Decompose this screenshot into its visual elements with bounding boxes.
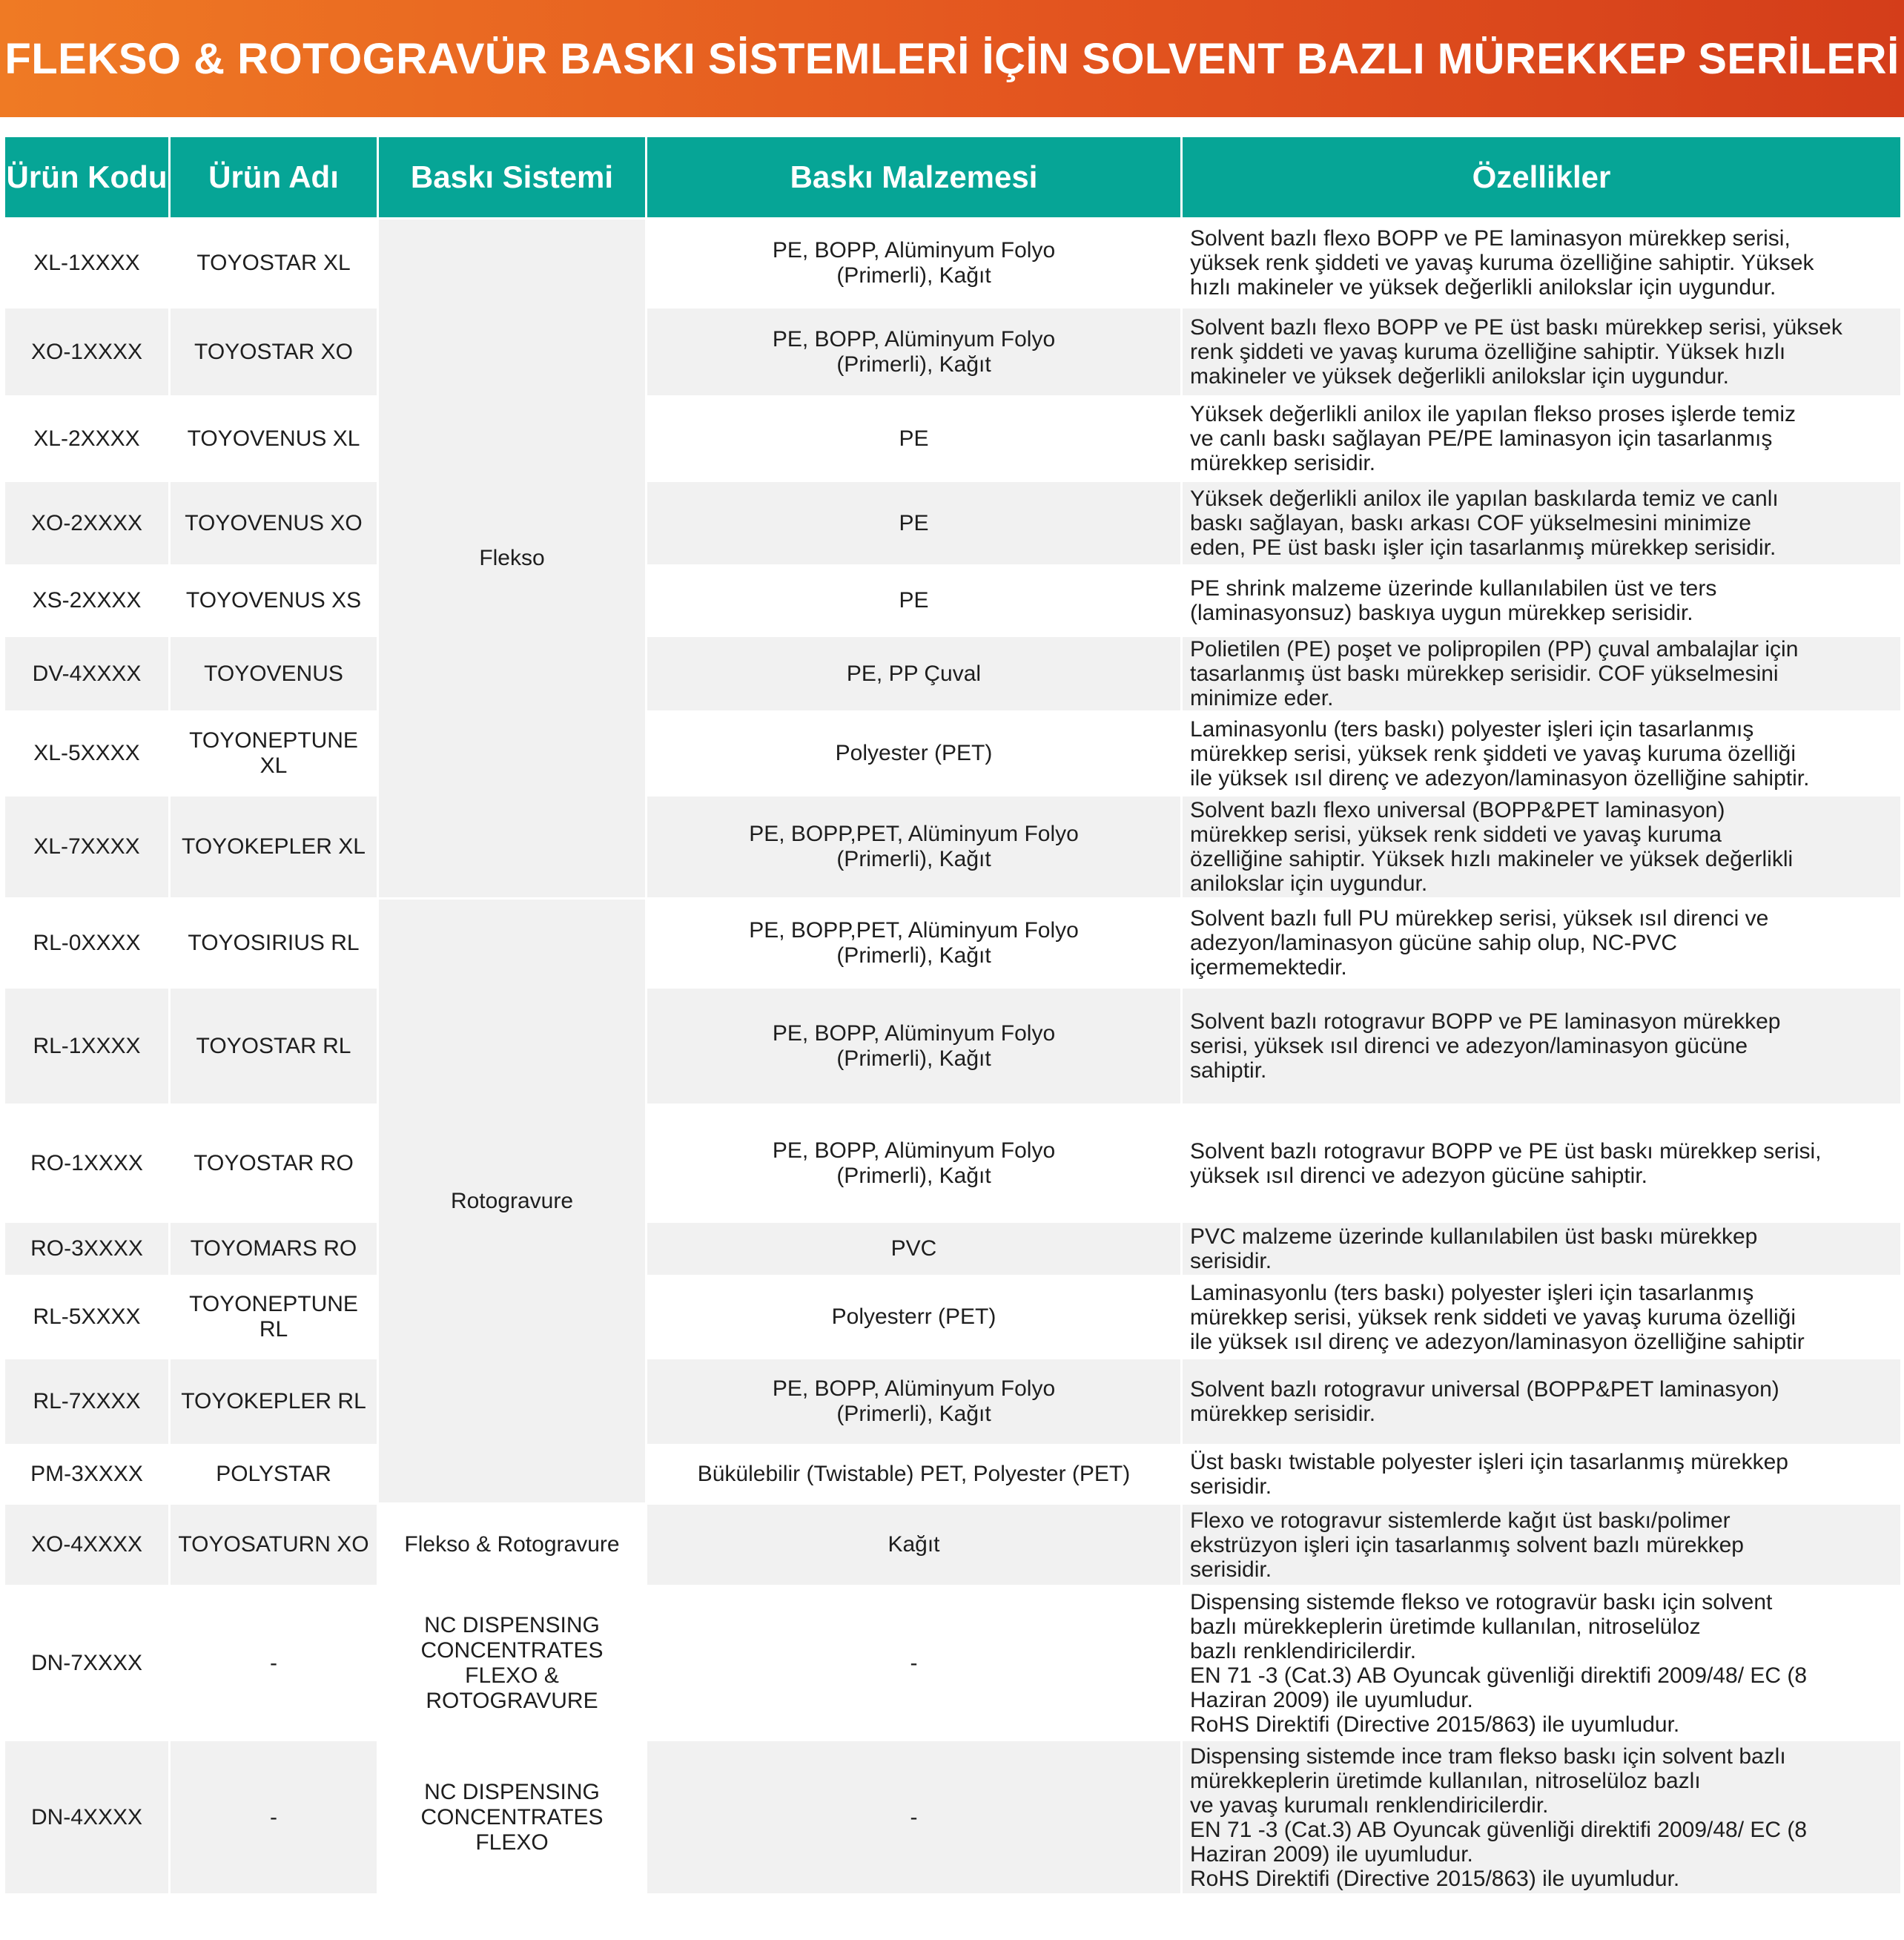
features-cell — [1183, 989, 1900, 1103]
product-name-cell: TOYOVENUS XL — [171, 397, 377, 480]
feature-line: mürekkep serisi, yüksek renk siddeti ve yavaş kuruma — [1190, 822, 1722, 847]
table-row — [5, 309, 1900, 395]
feature-line: renk şiddeti ve yavaş kuruma özelliğine sahiptir. Yüksek hızlı — [1190, 340, 1786, 364]
material-line: PVC — [890, 1236, 937, 1261]
feature-line: özelliğine sahiptir. Yüksek hızlı makineler ve yüksek değerlikli — [1190, 847, 1794, 871]
feature-line: yüksek ısıl direnci ve adezyon gücüne sahiptir. — [1190, 1163, 1648, 1188]
product-code-cell: RO-1XXXX — [5, 1106, 168, 1221]
print-material-cell — [647, 1446, 1180, 1502]
feature-line: ekstrüzyon işleri için tasarlanmış solvent bazlı mürekkep — [1190, 1532, 1744, 1557]
features-cell — [1183, 567, 1900, 635]
feature-line: EN 71 -3 (Cat.3) AB Oyuncak güvenliği direktifi 2009/48/ EC (8 — [1190, 1663, 1808, 1688]
feature-line: serisidir. — [1190, 1557, 1272, 1582]
features-cell — [1183, 1277, 1900, 1357]
header-features: Özellikler — [1183, 137, 1900, 217]
features-cell — [1183, 1106, 1900, 1221]
product-code-cell: RO-3XXXX — [5, 1223, 168, 1275]
feature-line: minimize eder. — [1190, 686, 1334, 710]
product-name-cell: TOYONEPTUNE RL — [171, 1277, 377, 1357]
product-code-cell: DV-4XXXX — [5, 637, 168, 710]
table-row — [5, 567, 1900, 635]
print-material-cell — [647, 567, 1180, 635]
material-line: Bükülebilir (Twistable) PET, Polyester (PET) — [697, 1462, 1131, 1486]
product-code-cell: PM-3XXXX — [5, 1446, 168, 1502]
product-code-cell: DN-7XXXX — [5, 1587, 168, 1739]
feature-line: baskı sağlayan, baskı arkası COF yükselmesini minimize — [1190, 511, 1751, 535]
features-cell — [1183, 1446, 1900, 1502]
feature-line: Solvent bazlı full PU mürekkep serisi, yüksek ısıl direnci ve — [1190, 906, 1769, 931]
features-cell — [1183, 713, 1900, 794]
features-cell — [1183, 1505, 1900, 1585]
header-print-material: Baskı Malzemesi — [647, 137, 1180, 217]
product-name-cell: POLYSTAR — [171, 1446, 377, 1502]
material-line: Kağıt — [887, 1532, 940, 1557]
product-code-cell: RL-7XXXX — [5, 1359, 168, 1444]
print-material-cell — [647, 1277, 1180, 1357]
feature-line: serisidir. — [1190, 1249, 1272, 1273]
product-name-cell: - — [171, 1741, 377, 1893]
product-code-cell: XS-2XXXX — [5, 567, 168, 635]
material-line: (Primerli), Kağıt — [836, 943, 991, 968]
features-cell — [1183, 1741, 1900, 1893]
material-line: PE, BOPP, Alüminyum Folyo — [772, 1138, 1056, 1163]
feature-line: Yüksek değerlikli anilox ile yapılan flekso proses işlerde temiz — [1190, 402, 1796, 426]
print-system-line: NC DISPENSING — [424, 1779, 600, 1804]
feature-line: Flexo ve rotogravur sistemlerde kağıt üst baskı/polimer — [1190, 1508, 1731, 1533]
product-code-cell: RL-1XXXX — [5, 989, 168, 1103]
product-code-cell: XO-1XXXX — [5, 309, 168, 395]
print-system-line: FLEXO — [475, 1830, 549, 1855]
product-code-cell: RL-0XXXX — [5, 900, 168, 986]
material-line: PE, BOPP, Alüminyum Folyo — [772, 237, 1056, 263]
feature-line: Solvent bazlı rotogravur BOPP ve PE üst baskı mürekkep serisi, — [1190, 1138, 1822, 1164]
ink-series-table — [3, 135, 1903, 1896]
print-material-cell — [647, 397, 1180, 480]
table-row — [5, 1223, 1900, 1275]
feature-line: Dispensing sistemde flekso ve rotogravür baskı için solvent — [1190, 1589, 1773, 1614]
material-line: (Primerli), Kağıt — [836, 263, 991, 288]
feature-line: Polietilen (PE) poşet ve polipropilen (PP) çuval ambalajlar için — [1190, 637, 1799, 661]
print-material-cell — [647, 309, 1180, 395]
feature-line: makineler ve yüksek değerlikli anilokslar için uygundur. — [1190, 364, 1730, 389]
feature-line: sahiptir. — [1190, 1058, 1267, 1083]
print-system-cell — [379, 1741, 645, 1893]
print-material-cell — [647, 900, 1180, 986]
product-name-cell: TOYOKEPLER XL — [171, 796, 377, 897]
print-material-cell — [647, 1741, 1180, 1893]
product-name-cell: TOYOSIRIUS RL — [171, 900, 377, 986]
product-name-cell: TOYOSTAR XL — [171, 220, 377, 306]
table-row — [5, 989, 1900, 1103]
product-code-cell: XL-5XXXX — [5, 713, 168, 794]
feature-line: ve canlı baskı sağlayan PE/PE laminasyon için tasarlanmış — [1190, 426, 1773, 451]
print-material-cell — [647, 1505, 1180, 1585]
feature-line: içermemektedir. — [1190, 955, 1347, 980]
table-row — [5, 1106, 1900, 1221]
feature-line: Haziran 2009) ile uyumludur. — [1190, 1841, 1473, 1867]
feature-line: bazlı renklendiricilerdir. — [1190, 1638, 1417, 1663]
product-name-cell: TOYOVENUS — [171, 637, 377, 710]
feature-line: mürekkep serisidir. — [1190, 451, 1376, 475]
table-row — [5, 796, 1900, 897]
print-system-cell: Flekso & Rotogravure — [379, 1505, 645, 1585]
table-row — [5, 1446, 1900, 1502]
print-system-line: CONCENTRATES — [420, 1637, 604, 1663]
feature-line: (laminasyonsuz) baskıya uygun mürekkep serisidir. — [1190, 601, 1693, 625]
feature-line: bazlı mürekkeplerin üretimde kullanılan, nitroselüloz — [1190, 1614, 1701, 1639]
material-line: Polyesterr (PET) — [831, 1304, 996, 1329]
product-name-cell: TOYONEPTUNE XL — [171, 713, 377, 794]
header-product-code: Ürün Kodu — [5, 137, 168, 217]
feature-line: anilokslar için uygundur. — [1190, 871, 1428, 896]
product-name-cell: TOYOSTAR XO — [171, 309, 377, 395]
product-name-cell: TOYOSATURN XO — [171, 1505, 377, 1585]
feature-line: Solvent bazlı rotogravur BOPP ve PE laminasyon mürekkep — [1190, 1009, 1781, 1034]
table-row — [5, 637, 1900, 710]
product-code-cell: XL-2XXXX — [5, 397, 168, 480]
print-material-cell — [647, 1359, 1180, 1444]
product-code-cell: XL-7XXXX — [5, 796, 168, 897]
print-system-line: CONCENTRATES — [420, 1804, 604, 1830]
feature-line: mürekkep serisidir. — [1190, 1402, 1376, 1426]
features-cell — [1183, 900, 1900, 986]
feature-line: ile yüksek ısıl direnç ve adezyon/laminasyon özelliğine sahiptir. — [1190, 765, 1810, 791]
feature-line: Haziran 2009) ile uyumludur. — [1190, 1687, 1473, 1712]
material-line: PE, PP Çuval — [846, 661, 982, 686]
feature-line: Üst baskı twistable polyester işleri için tasarlanmış mürekkep — [1190, 1450, 1788, 1474]
feature-line: Laminasyonlu (ters baskı) polyester işleri için tasarlanmış — [1190, 1280, 1754, 1305]
feature-line: tasarlanmış üst baskı mürekkep serisidir. COF yükselmesini — [1190, 661, 1779, 686]
feature-line: Dispensing sistemde ince tram flekso baskı için solvent bazlı — [1190, 1743, 1786, 1769]
print-system-cell: Rotogravure — [379, 900, 645, 1502]
page-title: FLEKSO & ROTOGRAVÜR BASKI SİSTEMLERİ İÇİN SOLVENT BAZLI MÜREKKEP SERİLERİ — [4, 34, 1900, 83]
feature-line: mürekkep serisi, yüksek renk siddeti ve yavaş kuruma özelliği — [1190, 1304, 1796, 1330]
feature-line: PE shrink malzeme üzerinde kullanılabilen üst ve ters — [1190, 576, 1717, 601]
material-line: PE, BOPP, Alüminyum Folyo — [772, 326, 1056, 352]
features-cell — [1183, 637, 1900, 710]
product-name-cell: TOYOVENUS XO — [171, 482, 377, 564]
feature-line: Solvent bazlı flexo BOPP ve PE üst baskı mürekkep serisi, yüksek — [1190, 315, 1842, 340]
table-row — [5, 1741, 1900, 1893]
print-material-cell — [647, 1106, 1180, 1221]
print-material-cell — [647, 1587, 1180, 1739]
material-line: PE, BOPP, Alüminyum Folyo — [772, 1376, 1056, 1401]
print-system-cell — [379, 1587, 645, 1739]
material-line: - — [910, 1804, 918, 1830]
material-line: PE — [899, 510, 929, 535]
feature-line: mürekkeplerin üretimde kullanılan, nitroselüloz bazlı — [1190, 1768, 1701, 1793]
product-name-cell: - — [171, 1587, 377, 1739]
product-code-cell: XO-4XXXX — [5, 1505, 168, 1585]
feature-line: Yüksek değerlikli anilox ile yapılan baskılarda temiz ve canlı — [1190, 486, 1779, 511]
material-line: PE, BOPP, Alüminyum Folyo — [772, 1020, 1056, 1046]
feature-line: ve yavaş kurumalı renklendiricilerdir. — [1190, 1792, 1549, 1818]
table-row — [5, 900, 1900, 986]
table-row — [5, 1505, 1900, 1585]
material-line: - — [910, 1650, 918, 1675]
table-header-row — [5, 137, 1900, 217]
table-row — [5, 397, 1900, 480]
print-material-cell — [647, 713, 1180, 794]
product-code-cell: XL-1XXXX — [5, 220, 168, 306]
print-material-cell — [647, 482, 1180, 564]
table-row — [5, 220, 1900, 306]
material-line: PE — [899, 426, 929, 451]
product-name-cell: TOYOSTAR RO — [171, 1106, 377, 1221]
feature-line: RoHS Direktifi (Directive 2015/863) ile uyumludur. — [1190, 1866, 1680, 1891]
feature-line: Solvent bazlı flexo universal (BOPP&PET laminasyon) — [1190, 798, 1725, 822]
product-name-cell: TOYOSTAR RL — [171, 989, 377, 1103]
feature-line: yüksek renk şiddeti ve yavaş kuruma özelliğine sahiptir. Yüksek — [1190, 251, 1814, 275]
feature-line: PVC malzeme üzerinde kullanılabilen üst baskı mürekkep — [1190, 1224, 1758, 1249]
product-code-cell: RL-5XXXX — [5, 1277, 168, 1357]
title-banner — [0, 0, 1904, 117]
feature-line: serisi, yüksek ısıl direnci ve adezyon/laminasyon gücüne — [1190, 1034, 1748, 1058]
print-system-line: NC DISPENSING — [424, 1612, 600, 1637]
table-row — [5, 482, 1900, 564]
product-name-cell: TOYOKEPLER RL — [171, 1359, 377, 1444]
feature-line: EN 71 -3 (Cat.3) AB Oyuncak güvenliği direktifi 2009/48/ EC (8 — [1190, 1817, 1808, 1842]
features-cell — [1183, 397, 1900, 480]
feature-line: Solvent bazlı rotogravur universal (BOPP&PET laminasyon) — [1190, 1377, 1779, 1402]
product-name-cell: TOYOVENUS XS — [171, 567, 377, 635]
feature-line: hızlı makineler ve yüksek değerlikli anilokslar için uygundur. — [1190, 275, 1776, 300]
print-material-cell — [647, 989, 1180, 1103]
print-material-cell — [647, 796, 1180, 897]
feature-line: Solvent bazlı flexo BOPP ve PE laminasyon mürekkep serisi, — [1190, 226, 1791, 251]
material-line: (Primerli), Kağıt — [836, 352, 991, 377]
print-system-line: FLEXO & ROTOGRAVURE — [426, 1663, 598, 1713]
header-print-system: Baskı Sistemi — [379, 137, 645, 217]
features-cell — [1183, 1587, 1900, 1739]
feature-line: serisidir. — [1190, 1474, 1272, 1499]
feature-line: RoHS Direktifi (Directive 2015/863) ile uyumludur. — [1190, 1712, 1680, 1737]
header-product-name: Ürün Adı — [171, 137, 377, 217]
table-row — [5, 1359, 1900, 1444]
product-code-cell: XO-2XXXX — [5, 482, 168, 564]
material-line: PE, BOPP,PET, Alüminyum Folyo — [749, 917, 1079, 943]
feature-line: eden, PE üst baskı işler için tasarlanmış mürekkep serisidir. — [1190, 535, 1776, 560]
material-line: Polyester (PET) — [835, 741, 993, 765]
print-material-cell — [647, 220, 1180, 306]
material-line: PE — [899, 588, 929, 613]
print-material-cell — [647, 637, 1180, 710]
material-line: (Primerli), Kağıt — [836, 847, 991, 871]
feature-line: mürekkep serisi, yüksek renk şiddeti ve yavaş kuruma özelliği — [1190, 741, 1796, 766]
features-cell — [1183, 796, 1900, 897]
product-code-cell: DN-4XXXX — [5, 1741, 168, 1893]
features-cell — [1183, 1359, 1900, 1444]
table-row — [5, 1587, 1900, 1739]
material-line: PE, BOPP,PET, Alüminyum Folyo — [749, 822, 1079, 846]
product-name-cell: TOYOMARS RO — [171, 1223, 377, 1275]
feature-line: adezyon/laminasyon gücüne sahip olup, NC-PVC — [1190, 931, 1678, 955]
table-row — [5, 1277, 1900, 1357]
features-cell — [1183, 482, 1900, 564]
table-row — [5, 713, 1900, 794]
feature-line: ile yüksek ısıl direnç ve adezyon/laminasyon özelliğine sahiptir — [1190, 1329, 1805, 1354]
material-line: (Primerli), Kağıt — [836, 1046, 991, 1071]
print-material-cell — [647, 1223, 1180, 1275]
material-line: (Primerli), Kağıt — [836, 1402, 991, 1426]
print-system-cell: Flekso — [379, 220, 645, 897]
features-cell — [1183, 309, 1900, 395]
feature-line: Laminasyonlu (ters baskı) polyester işleri için tasarlanmış — [1190, 716, 1754, 742]
features-cell — [1183, 1223, 1900, 1275]
features-cell — [1183, 220, 1900, 306]
material-line: (Primerli), Kağıt — [836, 1163, 991, 1188]
